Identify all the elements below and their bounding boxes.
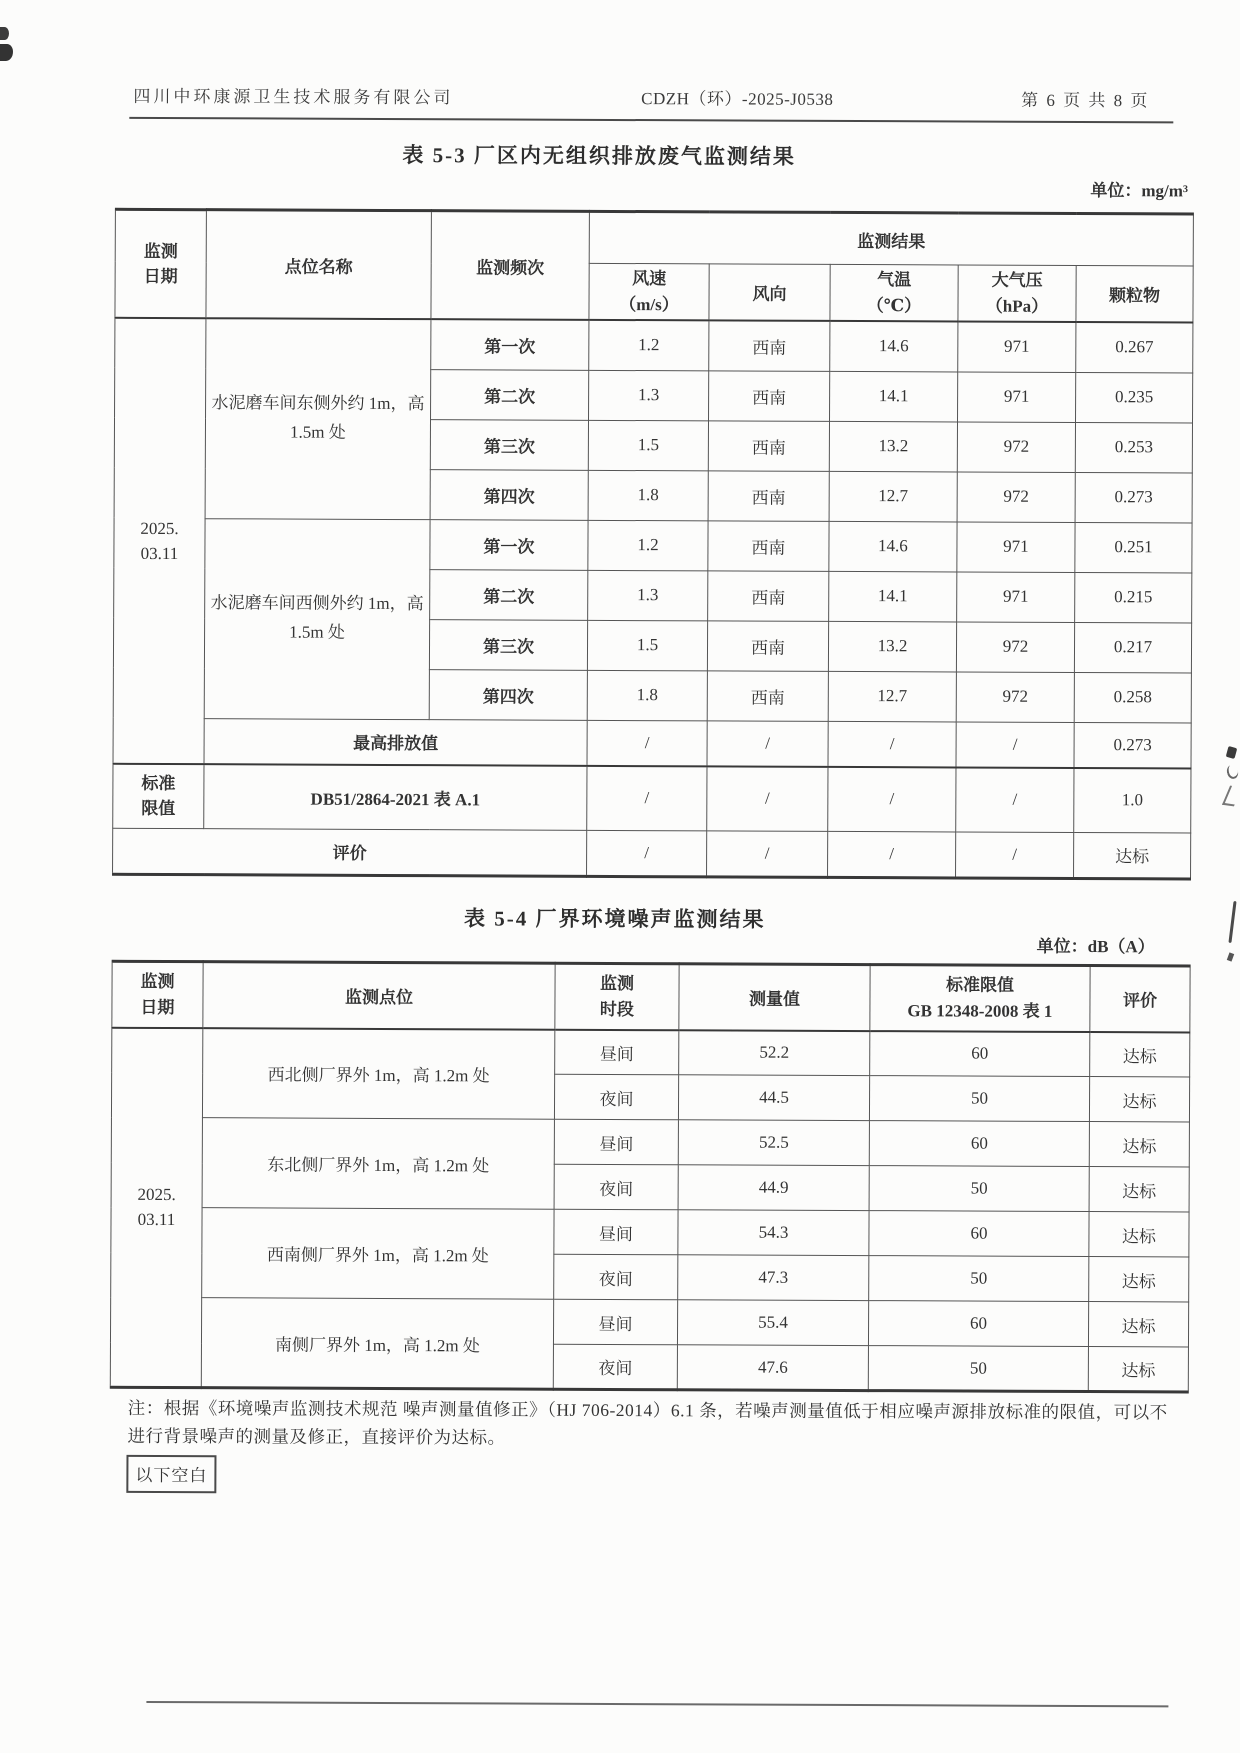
limit-cell: 60	[869, 1211, 1089, 1257]
particulate-cell: 0.217	[1074, 622, 1191, 673]
particulate-cell: 0.235	[1076, 372, 1193, 423]
value-cell: 47.6	[677, 1345, 868, 1391]
windspeed-unit: （m/s）	[619, 294, 679, 314]
standard-limit-text: 标准限值	[141, 773, 176, 819]
temp-cell: 14.1	[830, 371, 958, 422]
eval-cell: 达标	[1089, 1122, 1189, 1167]
t2-data-row	[111, 1207, 1189, 1257]
value-cell: 52.5	[678, 1120, 869, 1166]
temp-cell: 14.6	[829, 521, 957, 572]
t2-col-period-header	[555, 963, 679, 1030]
slash-cell: /	[828, 721, 956, 768]
limit-cell: 60	[868, 1301, 1088, 1347]
slash-cell: /	[587, 720, 707, 767]
temp-cell: 14.1	[829, 571, 957, 622]
eval-cell: 达标	[1089, 1167, 1189, 1212]
particulate-cell: 0.267	[1076, 322, 1193, 373]
date-year: 2025.	[137, 1184, 176, 1204]
particulate-cell: 0.215	[1075, 572, 1192, 623]
eval-cell: 达标	[1089, 1257, 1189, 1302]
t2-col-eval-header: 评价	[1090, 966, 1190, 1032]
wind-dir-cell: 西南	[709, 320, 830, 371]
particulate-cell: 0.251	[1075, 522, 1192, 573]
standard-limit-label	[113, 764, 204, 828]
t1-date-cell	[113, 318, 206, 764]
t1-col-winddir-header: 风向	[709, 264, 830, 321]
value-cell: 55.4	[677, 1300, 868, 1346]
eval-cell: 达标	[1089, 1212, 1189, 1257]
eval-label: 评价	[113, 828, 587, 876]
slash-cell: /	[707, 766, 828, 831]
wind-dir-cell: 西南	[708, 520, 829, 571]
freq-cell: 第三次	[429, 619, 587, 670]
table-5-3-title: 表 5-3 厂区内无组织排放废气监测结果	[402, 143, 796, 169]
value-cell: 54.3	[678, 1210, 869, 1256]
t1-max-row	[113, 718, 1191, 769]
eval-cell: 达标	[1089, 1077, 1189, 1122]
wind-speed-cell: 1.5	[588, 420, 708, 471]
wind-dir-cell: 西南	[708, 570, 829, 621]
freq-cell: 第四次	[429, 669, 587, 720]
wind-speed-cell: 1.2	[589, 320, 709, 371]
pressure-cell: 972	[957, 421, 1075, 472]
document-number: CDZH（环）-2025-J0538	[641, 89, 834, 109]
blank-below-label: 以下空白	[126, 1455, 216, 1493]
t1-point-2-cell: 水泥磨车间西侧外约 1m，高 1.5m 处	[204, 518, 430, 719]
t2-col-value-header: 测量值	[679, 964, 870, 1031]
pressure-cell: 971	[958, 371, 1076, 422]
slash-cell: /	[587, 830, 707, 877]
t1-col-particulate-header: 颗粒物	[1076, 265, 1193, 322]
table-5-4-title: 表 5-4 厂界环境噪声监测结果	[464, 906, 766, 932]
wind-speed-cell: 1.8	[587, 670, 707, 721]
t2-data-row	[112, 1027, 1190, 1077]
t1-standard-row	[113, 764, 1191, 833]
wind-dir-cell: 西南	[709, 370, 830, 421]
temp-unit: （℃）	[866, 295, 922, 315]
value-cell: 52.2	[679, 1030, 870, 1076]
noise-point-cell: 东北侧厂界外 1m，高 1.2m 处	[202, 1118, 554, 1210]
t2-col-point-header: 监测点位	[203, 962, 555, 1030]
page-number-info: 第 6 页 共 8 页	[1021, 90, 1150, 111]
t1-col-pressure-header	[958, 265, 1076, 322]
noise-point-cell: 西北侧厂界外 1m，高 1.2m 处	[202, 1028, 554, 1120]
t1-col-date-header	[115, 209, 206, 318]
t1-col-windspeed-header	[589, 263, 709, 320]
pressure-cell: 971	[957, 571, 1075, 622]
scan-artifact-top-left	[0, 27, 9, 40]
wind-dir-cell: 西南	[707, 670, 828, 721]
limit-cell: 50	[868, 1346, 1088, 1392]
wind-speed-cell: 1.5	[587, 620, 707, 671]
t1-eval-row	[113, 828, 1191, 879]
pressure-cell: 972	[956, 671, 1074, 722]
t1-point-1-cell: 水泥磨车间东侧外约 1m，高 1.5m 处	[205, 318, 431, 519]
eval-cell: 达标	[1088, 1302, 1188, 1347]
t1-header-row-top	[115, 209, 1193, 266]
limit-cell: 50	[869, 1076, 1089, 1122]
slash-cell: /	[587, 766, 707, 831]
temp-cell: 13.2	[829, 421, 957, 472]
t2-header-row	[112, 961, 1190, 1032]
temp-cell: 12.7	[828, 671, 956, 722]
t1-col-freq-header: 监测频次	[431, 211, 589, 320]
slash-cell: /	[828, 831, 956, 878]
period-cell: 夜间	[554, 1074, 678, 1120]
t2-date-cell	[110, 1027, 203, 1387]
limit-cell: 50	[869, 1256, 1089, 1302]
t2-data-row	[111, 1117, 1189, 1167]
temp-label: 气温	[877, 270, 912, 290]
header-rule	[129, 117, 1173, 124]
wind-dir-cell: 西南	[708, 470, 829, 521]
date-year: 2025.	[140, 518, 179, 538]
pressure-cell: 972	[956, 621, 1074, 672]
table-5-4	[110, 960, 1191, 1394]
table-5-3-unit: 单位：mg/m³	[1090, 181, 1189, 201]
footer-rule	[146, 1701, 1168, 1707]
t1-col-point-header: 点位名称	[206, 210, 431, 319]
pressure-unit: （hPa）	[985, 296, 1049, 316]
value-cell: 44.9	[678, 1165, 869, 1211]
slash-cell: /	[707, 830, 828, 877]
temp-cell: 14.6	[830, 321, 958, 372]
limit-cell: 50	[869, 1166, 1089, 1212]
footnote: 注：根据《环境噪声监测技术规范 噪声测量值修正》（HJ 706-2014）6.1 条，若噪声测量值低于相应噪声源排放标准的限值，可以不进行背景噪声的测量及修正，直接评价为达标。	[127, 1397, 1168, 1448]
period-cell: 昼间	[554, 1119, 678, 1165]
t2-col-date-header	[112, 961, 203, 1027]
t1-data-row	[115, 318, 1193, 373]
table-5-4-unit: 单位：dB（A）	[1036, 936, 1155, 957]
eval-cell: 达标	[1090, 1032, 1190, 1077]
t1-col-temp-header	[830, 264, 958, 321]
document-header	[133, 82, 1149, 111]
freq-cell: 第一次	[430, 519, 588, 570]
value-cell: 44.5	[678, 1075, 869, 1121]
wind-speed-cell: 1.3	[588, 570, 708, 621]
company-name: 四川中环康源卫生技术服务有限公司	[133, 86, 454, 108]
freq-cell: 第三次	[430, 419, 588, 470]
pressure-cell: 972	[957, 471, 1075, 522]
windspeed-label: 风速	[632, 269, 667, 289]
limit-cell: 60	[870, 1031, 1090, 1077]
pressure-cell: 971	[958, 321, 1076, 372]
max-emission-label: 最高排放值	[204, 718, 587, 766]
pressure-label: 大气压	[991, 270, 1043, 290]
freq-cell: 第二次	[430, 569, 588, 620]
particulate-cell: 0.258	[1074, 672, 1191, 723]
date-monthday: 03.11	[137, 1210, 176, 1230]
wind-dir-cell: 西南	[708, 420, 829, 471]
freq-cell: 第二次	[431, 369, 589, 420]
standard-ref-cell: DB51/2864-2021 表 A.1	[204, 764, 587, 830]
temp-cell: 12.7	[829, 471, 957, 522]
standard-limit-value: 1.0	[1074, 768, 1191, 833]
t2-col-period-label: 监测时段	[599, 974, 635, 1019]
particulate-cell: 0.273	[1075, 472, 1192, 523]
limit-standard-ref: GB 12348-2008 表 1	[907, 1001, 1053, 1021]
noise-point-cell: 西南侧厂界外 1m，高 1.2m 处	[202, 1208, 554, 1300]
noise-point-cell: 南侧厂界外 1m，高 1.2m 处	[201, 1298, 553, 1390]
t1-col-date-label: 监测日期	[143, 241, 178, 287]
period-cell: 昼间	[554, 1209, 678, 1255]
t2-col-limit-header	[870, 965, 1090, 1032]
t1-data-row	[114, 518, 1192, 573]
limit-cell: 60	[869, 1121, 1089, 1167]
slash-cell: /	[828, 767, 956, 832]
wind-dir-cell: 西南	[707, 620, 828, 671]
t2-col-date-label: 监测日期	[140, 972, 175, 1017]
pressure-cell: 971	[957, 521, 1075, 572]
freq-cell: 第一次	[431, 319, 589, 370]
eval-cell: 达标	[1088, 1347, 1188, 1392]
value-cell: 47.3	[678, 1255, 869, 1301]
temp-cell: 13.2	[828, 621, 956, 672]
wind-speed-cell: 1.2	[588, 520, 708, 571]
period-cell: 夜间	[554, 1254, 678, 1300]
wind-speed-cell: 1.8	[588, 470, 708, 521]
period-cell: 夜间	[553, 1344, 677, 1390]
period-cell: 昼间	[555, 1029, 679, 1075]
period-cell: 夜间	[554, 1164, 678, 1210]
freq-cell: 第四次	[430, 469, 588, 520]
particulate-cell: 0.253	[1075, 422, 1192, 473]
max-particulate-cell: 0.273	[1074, 722, 1191, 769]
slash-cell: /	[956, 831, 1074, 878]
date-monthday: 03.11	[140, 543, 179, 564]
table-5-3	[112, 208, 1194, 880]
slash-cell: /	[707, 720, 828, 767]
t1-col-result-header: 监测结果	[589, 211, 1193, 266]
limit-label: 标准限值	[946, 975, 1015, 995]
slash-cell: /	[956, 721, 1074, 768]
slash-cell: /	[956, 767, 1074, 832]
t2-data-row	[110, 1297, 1188, 1347]
eval-result-cell: 达标	[1074, 832, 1191, 879]
wind-speed-cell: 1.3	[589, 370, 709, 421]
period-cell: 昼间	[553, 1299, 677, 1345]
